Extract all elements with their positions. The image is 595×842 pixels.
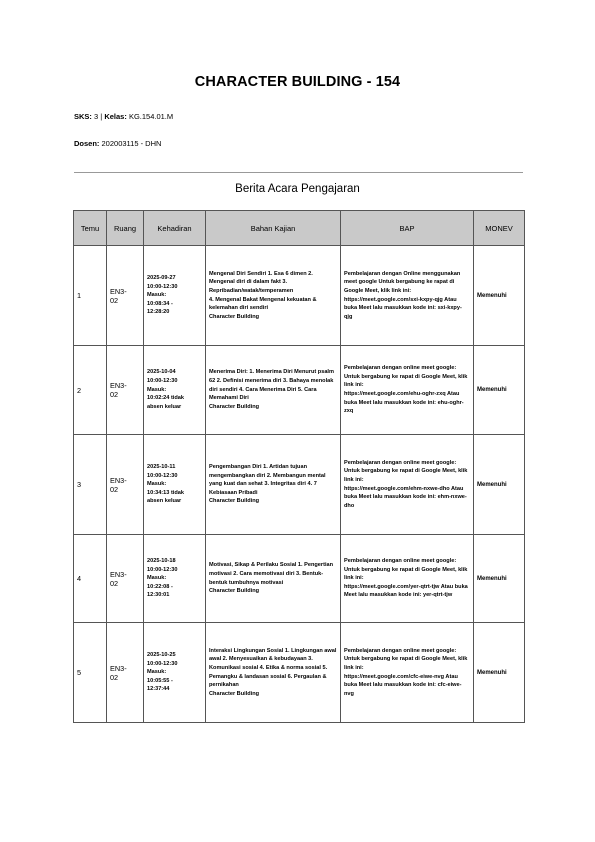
divider (74, 172, 523, 173)
dosen-label: Dosen: (74, 139, 100, 148)
kelas-value: KG.154.01.M (128, 112, 174, 121)
cell-bap: Pembelajaran dengan online meet google: Untuk bergabung ke rapat di Google Meet, klik link ini: https://meet.google.com/yer-qtrt-tjw Atau buka Meet lalu masukkan kode ini: yer-qtrt-tjw (341, 535, 474, 623)
cell-temu: 2 (74, 346, 107, 435)
course-info-line (74, 112, 173, 121)
cell-temu: 5 (74, 623, 107, 723)
header-bahan-kajian: Bahan Kajian (206, 211, 341, 246)
course-title: CHARACTER BUILDING - 154 (194, 74, 401, 90)
cell-kehadiran: 2025-10-18 10:00-12:30 Masuk: 10:22:08 - 12:30:01 (144, 535, 206, 623)
cell-ruang: EN3- 02 (107, 246, 144, 346)
cell-bap: Pembelajaran dengan Online menggunakan meet google Untuk bergabung ke rapat di Google Meet, klik link ini: https://meet.google.com/sxi-kxpy-qjg Atau buka Meet lalu masukkan kode ini: sxi-kxpy-qjg (341, 246, 474, 346)
cell-bahan-kajian: Interaksi Lingkungan Sosial 1. Lingkungan awal awal 2. Menyesuaikan & kebudayaan 3. Komunikasi sosial 4. Etika & norma sosial 5. Pemangku & landasan sosial 6. Pergaulan & pernikahan Character Building (206, 623, 341, 723)
table-row (74, 346, 525, 435)
dosen-value: 202003115 - DHN (101, 139, 162, 148)
header-monev: MONEV (474, 211, 525, 246)
cell-kehadiran: 2025-10-11 10:00-12:30 Masuk: 10:34:13 tidak absen keluar (144, 435, 206, 535)
cell-bahan-kajian: Mengenal Diri Sendiri 1. Esa 6 dimen 2. Mengenal diri di dalam fakt 3. Repribadian/watak/temperamen 4. Mengenal Bakat Mengenal kekuatan & kelemahan diri sendiri Character Building (206, 246, 341, 346)
cell-monev: Memenuhi (474, 435, 525, 535)
header-temu: Temu (74, 211, 107, 246)
cell-bahan-kajian: Pengembangan Diri 1. Artidan tujuan mengembangkan diri 2. Membangun mental yang kuat dan sehat 3. Integritas diri 4. 7 Kebiasaan Pribadi Character Building (206, 435, 341, 535)
cell-bahan-kajian: Motivasi, Sikap & Perilaku Sosial 1. Pengertian motivasi 2. Cara memotivasi diri 3. Bentuk-bentuk tumbuhnya motivasi Character Building (206, 535, 341, 623)
cell-monev: Memenuhi (474, 623, 525, 723)
sks-label: SKS: (74, 112, 92, 121)
cell-kehadiran: 2025-10-25 10:00-12:30 Masuk: 10:05:55 - 12:37:44 (144, 623, 206, 723)
table-row (74, 435, 525, 535)
cell-bahan-kajian: Menerima Diri: 1. Menerima Diri Menurut psalm 62 2. Definisi menerima diri 3. Bahaya menolak diri sendiri 4. Cara Menerima Diri 5. Cara Memahami Diri Character Building (206, 346, 341, 435)
cell-temu: 1 (74, 246, 107, 346)
section-title: Berita Acara Pengajaran (235, 183, 360, 195)
table-row (74, 246, 525, 346)
cell-bap: Pembelajaran dengan online meet google: Untuk bergabung ke rapat di Google Meet, klik link ini: https://meet.google.com/ehm-nxwe-dho Atau buka Meet lalu masukkan kode ini: ehm-nxwe-dho (341, 435, 474, 535)
table-row (74, 623, 525, 723)
header-ruang: Ruang (107, 211, 144, 246)
cell-temu: 4 (74, 535, 107, 623)
cell-ruang: EN3- 02 (107, 623, 144, 723)
cell-ruang: EN3- 02 (107, 535, 144, 623)
cell-bap: Pembelajaran dengan online meet google: Untuk bergabung ke rapat di Google Meet, klik link ini: https://meet.google.com/cfc-eiwe-nvg Atau buka Meet lalu masukkan kode ini: cfc-eiwe-nvg (341, 623, 474, 723)
cell-ruang: EN3- 02 (107, 346, 144, 435)
kelas-label: Kelas: (104, 112, 127, 121)
header-bap: BAP (341, 211, 474, 246)
separator: | (100, 112, 103, 121)
teaching-report-table (73, 210, 525, 723)
cell-kehadiran: 2025-10-04 10:00-12:30 Masuk: 10:02:24 tidak absen keluar (144, 346, 206, 435)
cell-kehadiran: 2025-09-27 10:00-12:30 Masuk: 10:08:34 - 12:28:20 (144, 246, 206, 346)
header-kehadiran: Kehadiran (144, 211, 206, 246)
cell-ruang: EN3- 02 (107, 435, 144, 535)
cell-temu: 3 (74, 435, 107, 535)
table-header-row (74, 211, 525, 246)
cell-monev: Memenuhi (474, 246, 525, 346)
lecturer-line (74, 139, 161, 148)
cell-monev: Memenuhi (474, 346, 525, 435)
sks-value: 3 (94, 112, 99, 121)
cell-bap: Pembelajaran dengan online meet google: Untuk bergabung ke rapat di Google Meet, klik link ini: https://meet.google.com/ehu-oghr-zxq Atau buka Meet lalu masukkan kode ini: ehu-oghr-zxq (341, 346, 474, 435)
cell-monev: Memenuhi (474, 535, 525, 623)
table-row (74, 535, 525, 623)
